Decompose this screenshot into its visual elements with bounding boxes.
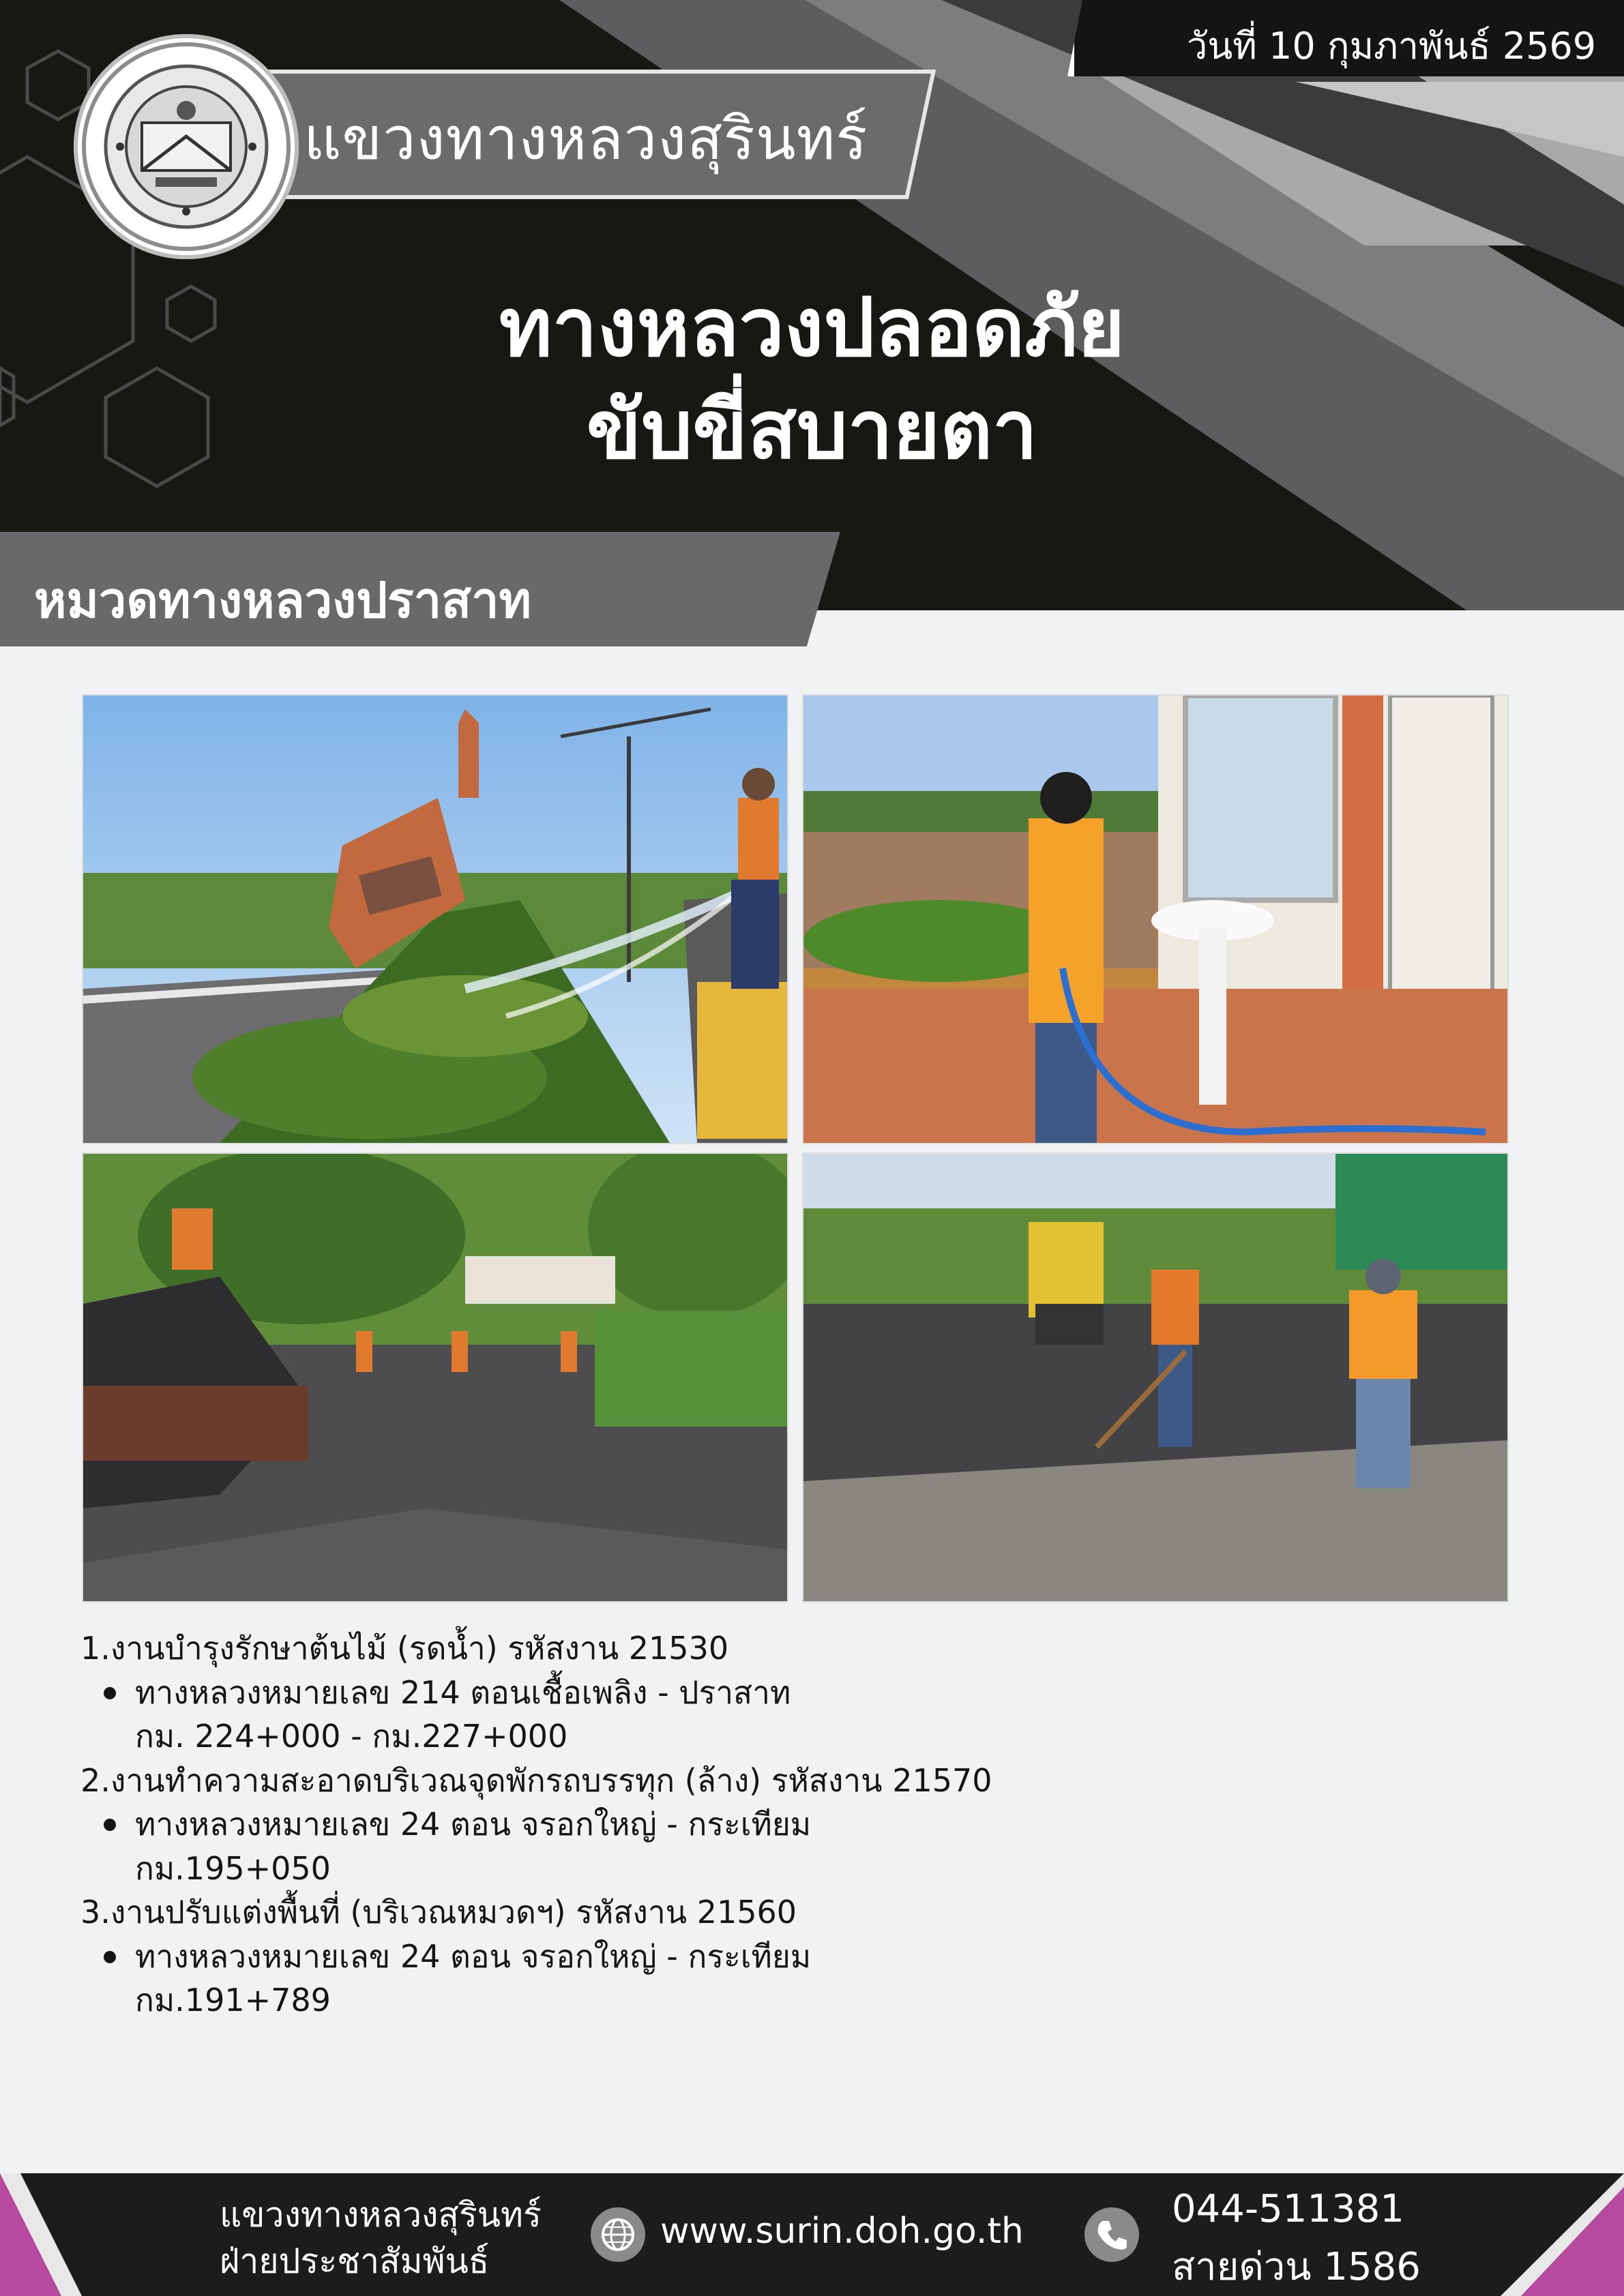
footer-org-line-2: ฝ่ายประชาสัมพันธ์ — [220, 2241, 490, 2281]
task-1-title: 1.งานบำรุงรักษาต้นไม้ (รดน้ำ) รหัสงาน 21530 — [80, 1630, 729, 1667]
header-banner — [0, 0, 1624, 610]
footer — [0, 2173, 1624, 2296]
task-3-route: ทางหลวงหมายเลข 24 ตอน จรอกใหญ่ - กระเทียม — [80, 1935, 1513, 1979]
globe-icon — [591, 2207, 645, 2262]
headline-line-2: ขับขี่สบายตา — [586, 383, 1038, 477]
headline-line-1: ทางหลวงปลอดภัย — [499, 280, 1125, 374]
task-3-title: 3.งานปรับแต่งพื้นที่ (บริเวณหมวดฯ) รหัสงาน 21560 — [80, 1894, 797, 1930]
footer-hotline[interactable]: สายด่วน 1586 — [1172, 2245, 1421, 2289]
watering-plants-photo — [82, 694, 788, 1144]
date-text: วันที่ 10 กุมภาพันธ์ 2569 — [1187, 25, 1597, 68]
task-2-km: กม.195+050 — [135, 1849, 331, 1887]
task-2-title: 2.งานทำความสะอาดบริเวณจุดพักรถบรรทุก (ล้าง) รหัสงาน 21570 — [80, 1761, 992, 1799]
task-1-route: ทางหลวงหมายเลข 214 ตอนเชื้อเพลิง - ปราสาท — [80, 1671, 1513, 1715]
footer-phone[interactable]: 044-511381 — [1172, 2187, 1404, 2231]
task-1-km: กม. 224+000 - กม.227+000 — [135, 1718, 568, 1755]
highways-seal-icon — [74, 34, 299, 259]
task-3-km: กม.191+789 — [135, 1982, 331, 2018]
road-roller-photo — [802, 1152, 1509, 1602]
phone-icon — [1084, 2207, 1139, 2262]
department-of-highways-logo — [74, 34, 299, 259]
footer-website[interactable]: www.surin.doh.go.th — [660, 2211, 1024, 2252]
office-name: แขวงทางหลวงสุรินทร์ — [304, 105, 868, 173]
footer-org-line-1: แขวงทางหลวงสุรินทร์ — [220, 2195, 542, 2235]
asphalt-pile-photo — [82, 1152, 788, 1602]
section-title: หมวดทางหลวงปราสาท — [34, 571, 531, 629]
cleaning-restroom-photo — [802, 694, 1509, 1144]
task-list — [80, 1626, 1513, 2023]
task-2-route: ทางหลวงหมายเลข 24 ตอน จรอกใหญ่ - กระเทียม — [80, 1802, 1513, 1847]
